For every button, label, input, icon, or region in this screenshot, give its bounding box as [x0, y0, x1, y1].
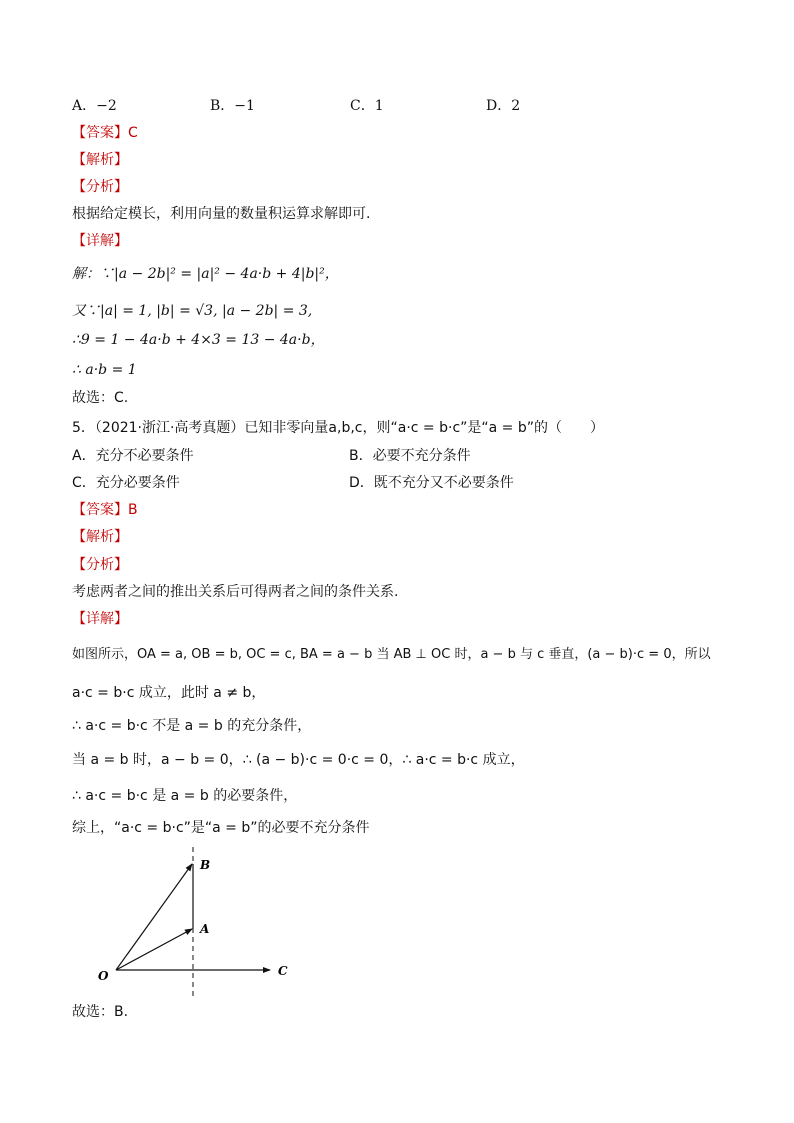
- point-label-a: A: [200, 922, 210, 936]
- q5-option-c: C．充分必要条件: [72, 475, 180, 491]
- vector-oa: [116, 929, 192, 970]
- q4-option-c: C．1: [350, 98, 384, 114]
- q4-solution-line-4: ∴ a·b = 1: [72, 362, 137, 378]
- point-label-c: C: [278, 964, 288, 978]
- q5-option-d: D．既不充分又不必要条件: [349, 475, 514, 491]
- q5-answer-label: 【答案】: [72, 502, 128, 518]
- q5-fenxi-heading: 【分析】: [72, 557, 128, 573]
- q4-option-a: A．−2: [72, 98, 117, 114]
- q5-solution-line-5: ∴ a·c = b·c 是 a = b 的必要条件，: [72, 788, 298, 804]
- q5-solution-line-2: a·c = b·c 成立，此时 a ≠ b，: [72, 685, 266, 701]
- q4-fenxi-heading: 【分析】: [72, 179, 128, 195]
- q4-choice: 故选：C.: [72, 390, 129, 406]
- q5-solution-line-3: ∴ a·c = b·c 不是 a = b 的充分条件，: [72, 718, 312, 734]
- q4-answer-label: 【答案】: [72, 125, 128, 141]
- q4-option-d: D．2: [486, 98, 521, 114]
- q5-option-a: A．充分不必要条件: [72, 448, 194, 464]
- q4-solution-line-1: 解：∵|a − 2b|² = |a|² − 4a·b + 4|b|²，: [72, 266, 339, 282]
- q4-option-b: B．−1: [210, 98, 255, 114]
- point-label-o: O: [98, 969, 109, 983]
- point-label-b: B: [200, 858, 211, 872]
- q5-xiangjie-heading: 【详解】: [72, 611, 128, 627]
- q5-option-b: B．必要不充分条件: [349, 448, 471, 464]
- q5-solution-line-1: 如图所示，OA = a, OB = b, OC = c, BA = a − b 当 AB ⊥ OC 时，a − b 与 c 垂直，(a − b)·c = 0，所以: [72, 647, 711, 662]
- q5-fenxi-text: 考虑两者之间的推出关系后可得两者之间的条件关系.: [72, 584, 399, 600]
- q5-answer-value: B: [128, 502, 138, 518]
- q5-solution-line-6: 综上，“a·c = b·c”是“a = b”的必要不充分条件: [72, 820, 370, 836]
- q4-jiexi-heading: 【解析】: [72, 152, 128, 168]
- q5-answer: [72, 500, 138, 520]
- vector-figure: [88, 842, 308, 1002]
- q4-xiangjie-heading: 【详解】: [72, 233, 128, 249]
- q5-solution-line-4: 当 a = b 时，a − b = 0，∴ (a − b)·c = 0·c = 0，∴ a·c = b·c 成立，: [72, 752, 525, 768]
- q5-choice: 故选：B.: [72, 1004, 129, 1020]
- q4-answer-value: C: [128, 125, 138, 141]
- vector-ob: [116, 864, 192, 970]
- q4-solution-line-2: 又∵|a| = 1, |b| = √3, |a − 2b| = 3,: [72, 303, 313, 319]
- q5-jiexi-heading: 【解析】: [72, 529, 128, 545]
- q5-stem: 5．（2021·浙江·高考真题）已知非零向量a,b,c，则“a·c = b·c”是“a = b”的（ ）: [72, 420, 604, 436]
- q4-solution-line-3: ∴9 = 1 − 4a·b + 4×3 = 13 − 4a·b，: [72, 332, 325, 348]
- q4-answer: [72, 123, 138, 143]
- q4-fenxi-text: 根据给定模长，利用向量的数量积运算求解即可.: [72, 206, 371, 222]
